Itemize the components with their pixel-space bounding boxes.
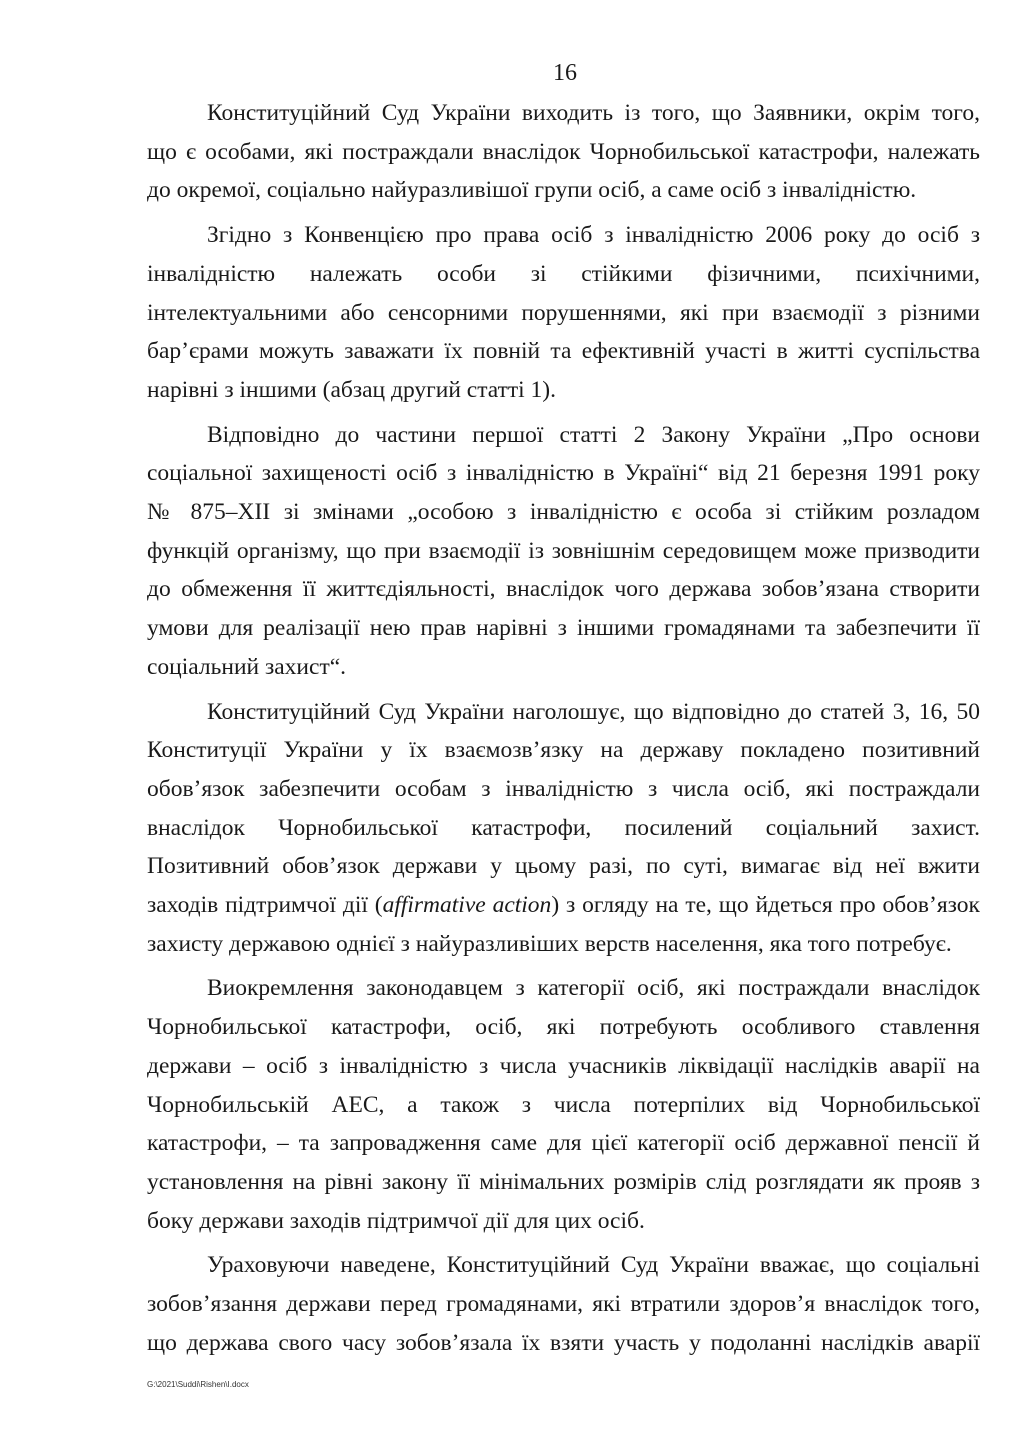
- text-line-with-italic: [147, 886, 980, 925]
- text-line: що держава свого часу зобов’язала їх взяти участь у подоланні наслідків аварії: [147, 1329, 980, 1356]
- text-line: до окремої, соціально найуразливішої групи осіб, а саме осіб з інвалідністю.: [147, 177, 917, 204]
- text-line: захисту державою однієї з найуразливіших верств населення, яка того потребує.: [147, 930, 952, 957]
- text-line: Позитивний обов’язок держави у цьому разі, по суті, вимагає від неї вжити: [147, 853, 980, 880]
- document-body: [147, 94, 980, 1363]
- text-line: боку держави заходів підтримчої дії для цих осіб.: [147, 1207, 645, 1234]
- footer-file-path: G:\2021\Suddi\Rishen\I.docx: [147, 1380, 249, 1389]
- text-segment: заходів підтримчої дії (: [147, 892, 383, 919]
- text-line: катастрофи, – та запровадження саме для цієї категорії осіб державної пенсії й: [147, 1130, 980, 1157]
- text-line: Відповідно до частини першої статті 2 Закону України „Про основи: [207, 421, 980, 448]
- text-line: держави – осіб з інвалідністю з числа учасників ліквідації наслідків аварії на: [147, 1052, 980, 1079]
- text-line: Згідно з Конвенцією про права осіб з інвалідністю 2006 року до осіб з: [207, 222, 980, 249]
- paragraph-6: [147, 1246, 980, 1362]
- text-line: Чорнобильської катастрофи, осіб, які потребують особливого ставлення: [147, 1014, 980, 1041]
- text-line: обов’язок забезпечити особам з інвалідністю з числа осіб, які постраждали: [147, 775, 980, 802]
- text-line: соціальний захист“.: [147, 653, 347, 680]
- text-line: Виокремлення законодавцем з категорії осіб, які постраждали внаслідок: [207, 975, 980, 1002]
- page-number: 16: [553, 60, 577, 86]
- text-line: інвалідністю належать особи зі стійкими фізичними, психічними,: [147, 260, 980, 287]
- text-segment: ) з огляду на те, що йдеться про обов’язок: [551, 892, 980, 919]
- paragraph-3: [147, 416, 980, 687]
- text-line: що є особами, які постраждали внаслідок Чорнобильської катастрофи, належать: [147, 138, 980, 165]
- text-line: Конституційний Суд України наголошує, що відповідно до статей 3, 16, 50: [207, 698, 980, 725]
- paragraph-4: [147, 693, 980, 964]
- text-line: Ураховуючи наведене, Конституційний Суд України вважає, що соціальні: [207, 1252, 980, 1279]
- text-line: інтелектуальними або сенсорними порушеннями, які при взаємодії з різними: [147, 299, 980, 326]
- text-line: умови для реалізації нею прав нарівні з іншими громадянами та забезпечити її: [147, 615, 980, 642]
- text-line: зобов’язання держави перед громадянами, які втратили здоров’я внаслідок того,: [147, 1291, 980, 1318]
- text-line: до обмеження її життєдіяльності, внаслідок чого держава зобов’язана створити: [147, 576, 980, 603]
- text-line: соціальної захищеності осіб з інвалідністю в Україні“ від 21 березня 1991 року: [147, 460, 980, 487]
- text-line: внаслідок Чорнобильської катастрофи, посилений соціальний захист.: [147, 814, 980, 841]
- paragraph-1: [147, 94, 980, 210]
- paragraph-2: [147, 216, 980, 410]
- text-line: Чорнобильській АЕС, а також з числа потерпілих від Чорнобильської: [147, 1091, 980, 1118]
- text-line: нарівні з іншими (абзац другий статті 1).: [147, 376, 557, 403]
- text-line: Конституції України у їх взаємозв’язку на державу покладено позитивний: [147, 737, 980, 764]
- text-line: установлення на рівні закону її мінімальних розмірів слід розглядати як прояв з: [147, 1168, 980, 1195]
- paragraph-5: [147, 969, 980, 1240]
- text-line: бар’єрами можуть заважати їх повній та ефективній участі в житті суспільства: [147, 338, 980, 365]
- text-line: № 875–XII зі змінами „особою з інвалідністю є особа зі стійким розладом: [147, 499, 980, 526]
- text-line: Конституційний Суд України виходить із того, що Заявники, окрім того,: [207, 100, 980, 126]
- italic-term: affirmative action: [382, 892, 552, 919]
- text-line: функцій організму, що при взаємодії із зовнішнім середовищем може призводити: [147, 537, 980, 564]
